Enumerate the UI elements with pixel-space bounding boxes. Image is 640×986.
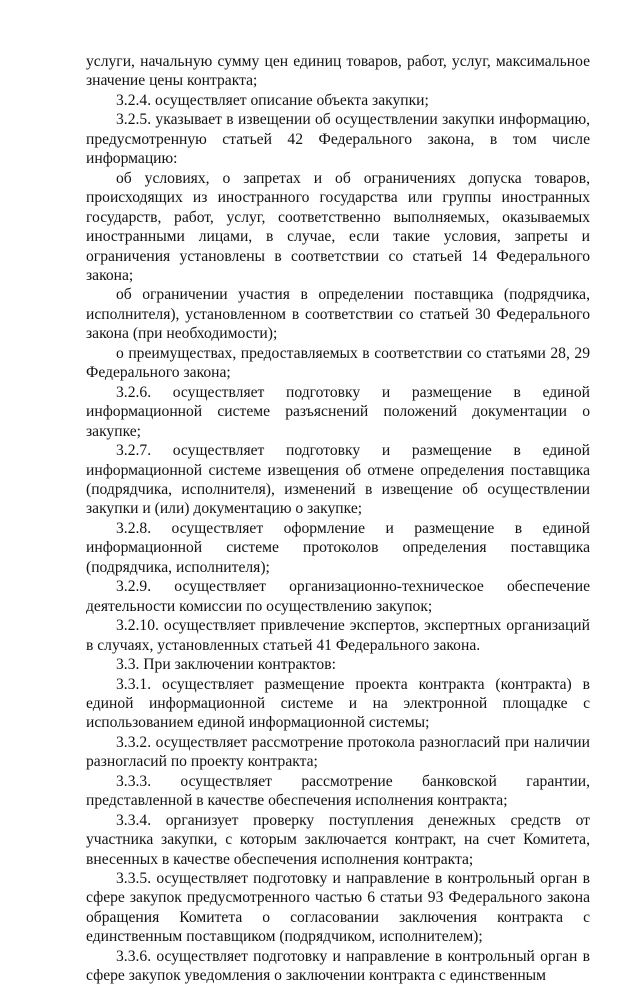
paragraph-15: 3.3.4. организует проверку поступления денежных средств от участника закупки, с которым заключается контракт, на счет Комитета, внесенных в качестве обеспечения исполнения контракта;	[86, 811, 590, 868]
paragraph-3: об условиях, о запретах и об ограничениях допуска товаров, происходящих из иностранного государства или группы иностранных государств, работ, услуг, соответственно выполняемых, оказываемых иностранными лицами, в случае, если такие условия, запреты и ограничения установлены в соответствии со статьей 14 Федерального закона;	[86, 169, 590, 284]
paragraph-5: о преимуществах, предоставляемых в соответствии со статьями 28, 29 Федерального закона;	[86, 344, 590, 382]
paragraph-2: 3.2.5. указывает в извещении об осуществлении закупки информацию, предусмотренную статьей 42 Федерального закона, в том числе информацию:	[86, 111, 590, 168]
paragraph-13: 3.3.2. осуществляет рассмотрение протокола разногласий при наличии разногласий по проекту контракта;	[86, 733, 590, 771]
paragraph-0: услуги, начальную сумму цен единиц товаров, работ, услуг, максимальное значение цены контракта;	[86, 53, 590, 90]
paragraph-4: об ограничении участия в определении поставщика (подрядчика, исполнителя), установленном в соответствии со статьей 30 Федерального закона (при необходимости);	[86, 286, 590, 343]
paragraph-8: 3.2.8. осуществляет оформление и размещение в единой информационной системе протоколов определения поставщика (подрядчика, исполнителя);	[86, 519, 590, 576]
paragraph-14: 3.3.3. осуществляет рассмотрение банковской гарантии, представленной в качестве обеспечения исполнения контракта;	[86, 772, 590, 810]
paragraph-16: 3.3.5. осуществляет подготовку и направление в контрольный орган в сфере закупок предусмотренного частью 6 статьи 93 Федерального закона обращения Комитета о согласовании заключения контракта с единственным поставщиком (подрядчиком, исполнителем);	[86, 870, 590, 946]
paragraph-12: 3.3.1. осуществляет размещение проекта контракта (контракта) в единой информационной системе и на электронной площадке с использованием единой информационной системы;	[86, 675, 590, 732]
document-page	[86, 52, 590, 986]
paragraph-1: 3.2.4. осуществляет описание объекта закупки;	[116, 91, 429, 109]
paragraph-7: 3.2.7. осуществляет подготовку и размещение в единой информационной системе извещения об отмене определения поставщика (подрядчика, исполнителя), изменений в извещение об осуществлении закупки и (или) документацию о закупке;	[86, 442, 590, 518]
paragraph-10: 3.2.10. осуществляет привлечение экспертов, экспертных организаций в случаях, установленных статьей 41 Федерального закона.	[86, 617, 590, 654]
paragraph-17: 3.3.6. осуществляет подготовку и направление в контрольный орган в сфере закупок уведомления о заключении контракта с единственным	[86, 947, 590, 985]
paragraph-11: 3.3. При заключении контрактов:	[116, 656, 336, 674]
paragraph-6: 3.2.6. осуществляет подготовку и размещение в единой информационной системе разъяснений положений документации о закупке;	[86, 383, 590, 440]
paragraph-9: 3.2.9. осуществляет организационно-техническое обеспечение деятельности комиссии по осуществлению закупок;	[86, 578, 590, 615]
